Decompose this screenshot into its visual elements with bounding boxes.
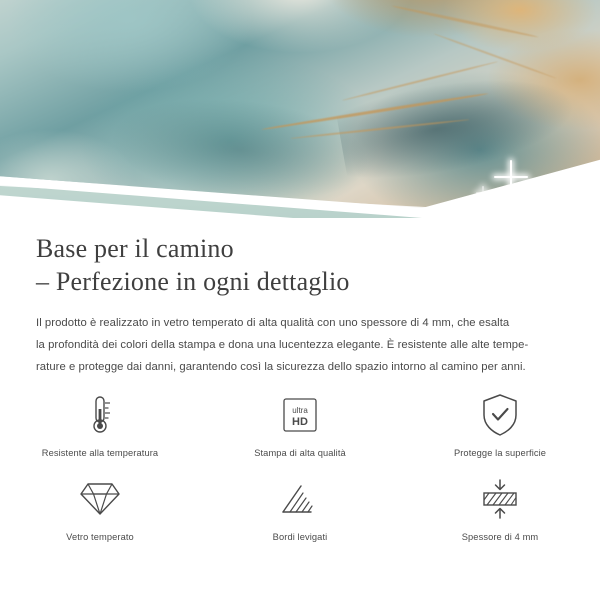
thermometer-icon <box>85 388 115 442</box>
body-line-1: Il prodotto è realizzato in vetro temperato di alta qualità con uno spessore di 4 mm, che esalta <box>36 317 510 329</box>
svg-text:ultra: ultra <box>292 406 308 415</box>
shield-check-icon <box>480 388 520 442</box>
feature-list <box>0 388 600 542</box>
polished-edges-icon <box>279 472 321 526</box>
body-line-3: rature e protegge dai danni, garantendo così la sicurezza dello spazio intorno al camino per anni. <box>36 361 526 373</box>
feature-label: Resistente alla temperatura <box>41 448 159 458</box>
content-block <box>0 218 600 378</box>
feature-tempered-glass <box>0 472 200 542</box>
feature-surface-protection <box>400 388 600 458</box>
feature-temperature-resistant <box>0 388 200 458</box>
svg-text:HD: HD <box>292 416 308 428</box>
hero-image <box>0 0 600 218</box>
sparkle-icon <box>521 182 541 202</box>
feature-row-1 <box>0 388 600 458</box>
feature-polished-edges <box>200 472 400 542</box>
page-title <box>0 218 600 298</box>
glass-panel-artwork <box>0 0 600 208</box>
body-text <box>0 298 600 378</box>
thickness-icon <box>480 472 520 526</box>
ultra-hd-icon <box>280 388 320 442</box>
feature-label: Protegge la superficie <box>453 448 547 458</box>
hero-image-clip <box>0 0 600 218</box>
headline-line-2: – Perfezione in ogni dettaglio <box>36 267 350 296</box>
feature-thickness <box>400 472 600 542</box>
feature-label: Spessore di 4 mm <box>461 532 539 542</box>
feature-label: Vetro temperato <box>66 532 134 542</box>
feature-label: Bordi levigati <box>272 532 328 542</box>
feature-row-2 <box>0 472 600 542</box>
feature-print-quality <box>200 388 400 458</box>
headline-line-1: Base per il camino <box>36 234 234 263</box>
diamond-icon <box>79 472 121 526</box>
body-line-2: la profondità dei colori della stampa e dona una lucentezza elegante. È resistente alle alte tempe- <box>36 339 529 351</box>
feature-label: Stampa di alta qualità <box>254 448 346 458</box>
